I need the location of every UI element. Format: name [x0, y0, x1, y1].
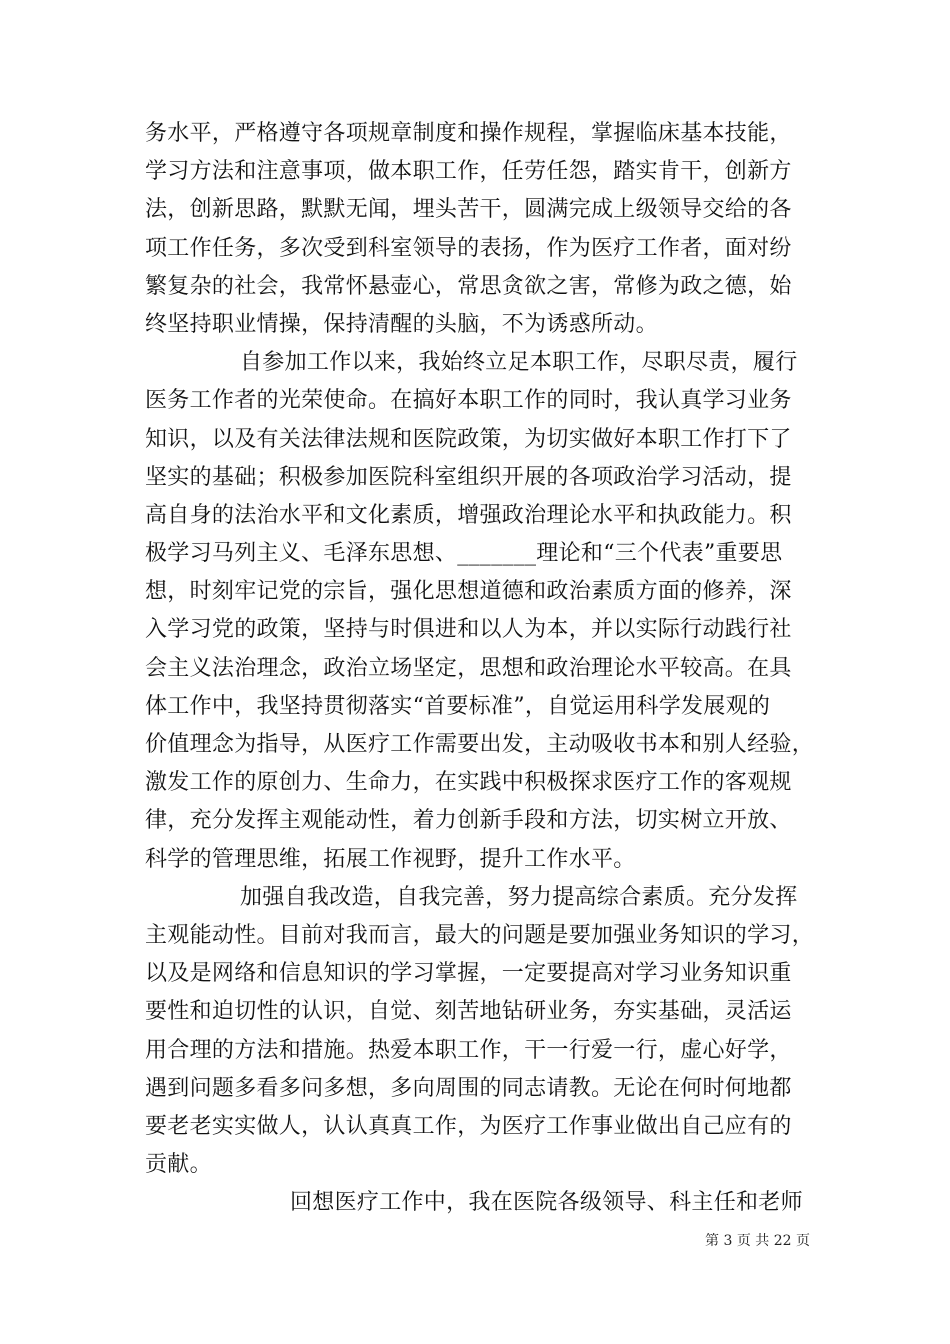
paragraph-line: 务水平，严格遵守各项规章制度和操作规程，掌握临床基本技能， — [145, 121, 792, 146]
paragraph-2 — [145, 344, 825, 879]
paragraph-line: 学习方法和注意事项，做本职工作，任劳任怨，踏实肯干，创新方 — [145, 159, 792, 185]
paragraph-line: 体工作中，我坚持贯彻落实“首要标准”，自觉运用科学发展观的 — [145, 693, 771, 719]
paragraph-line: 要性和迫切性的认识，自觉、刻苦地钻研业务，夯实基础，灵活运 — [145, 999, 792, 1025]
paragraph-1 — [145, 115, 825, 344]
paragraph-line: 法，创新思路，默默无闻，埋头苦干，圆满完成上级领导交给的各 — [145, 197, 792, 223]
paragraph-line: 医务工作者的光荣使命。在搞好本职工作的同时，我认真学习业务 — [145, 388, 792, 414]
paragraph-line: 律，充分发挥主观能动性，着力创新手段和方法，切实树立开放、 — [145, 808, 792, 834]
paragraph-line: 要老老实实做人，认认真真工作，为医疗工作事业做出自己应有的 — [145, 1113, 792, 1139]
paragraph-line: 加强自我改造，自我完善，努力提高综合素质。充分发挥 — [240, 884, 798, 910]
paragraph-line: 项工作任务，多次受到科室领导的表扬，作为医疗工作者，面对纷 — [145, 235, 792, 261]
paragraph-line: 会主义法治理念，政治立场坚定，思想和政治理论水平较高。在具 — [145, 655, 792, 681]
paragraph-line: 主观能动性。目前对我而言，最大的问题是要加强业务知识的学习， — [145, 922, 815, 948]
document-body — [145, 115, 825, 1222]
page-number: 第 3 页 共 22 页 — [705, 1233, 810, 1249]
paragraph-line: 知识，以及有关法律法规和医院政策，为切实做好本职工作打下了 — [145, 426, 792, 452]
paragraph-line: 入学习党的政策，坚持与时俱进和以人为本，并以实际行动践行社 — [145, 617, 792, 643]
paragraph-4 — [145, 1184, 825, 1222]
paragraph-line: 回想医疗工作中，我在医院各级领导、科主任和老师 — [290, 1190, 803, 1216]
paragraph-line: 繁复杂的社会，我常怀悬壶心，常思贪欲之害，常修为政之德，始 — [145, 273, 792, 299]
paragraph-line: 遇到问题多看多问多想，多向周围的同志请教。无论在何时何地都 — [145, 1075, 792, 1101]
paragraph-line: 坚实的基础；积极参加医院科室组织开展的各项政治学习活动，提 — [145, 464, 792, 490]
paragraph-line: 高自身的法治水平和文化素质，增强政治理论水平和执政能力。积 — [145, 502, 792, 528]
paragraph-line: 价值理念为指导，从医疗工作需要出发，主动吸收书本和别人经验， — [145, 732, 815, 757]
paragraph-line: 自参加工作以来，我始终立足本职工作，尽职尽责，履行 — [240, 350, 798, 376]
paragraph-3 — [145, 879, 825, 1185]
paragraph-line: 以及是网络和信息知识的学习掌握，一定要提高对学习业务知识重 — [145, 961, 792, 987]
paragraph-line: 想，时刻牢记党的宗旨，强化思想道德和政治素质方面的修养，深 — [145, 579, 792, 605]
paragraph-line: 贡献。 — [145, 1152, 212, 1178]
paragraph-line: 用合理的方法和措施。热爱本职工作，干一行爱一行，虚心好学， — [145, 1037, 792, 1063]
paragraph-line: 终坚持职业情操，保持清醒的头脑，不为诱惑所动。 — [145, 311, 658, 337]
paragraph-line: 极学习马列主义、毛泽东思想、_______理论和“三个代表”重要思 — [145, 541, 783, 567]
paragraph-line: 激发工作的原创力、生命力，在实践中积极探求医疗工作的客观规 — [145, 770, 792, 796]
paragraph-line: 科学的管理思维，拓展工作视野，提升工作水平。 — [145, 846, 636, 872]
